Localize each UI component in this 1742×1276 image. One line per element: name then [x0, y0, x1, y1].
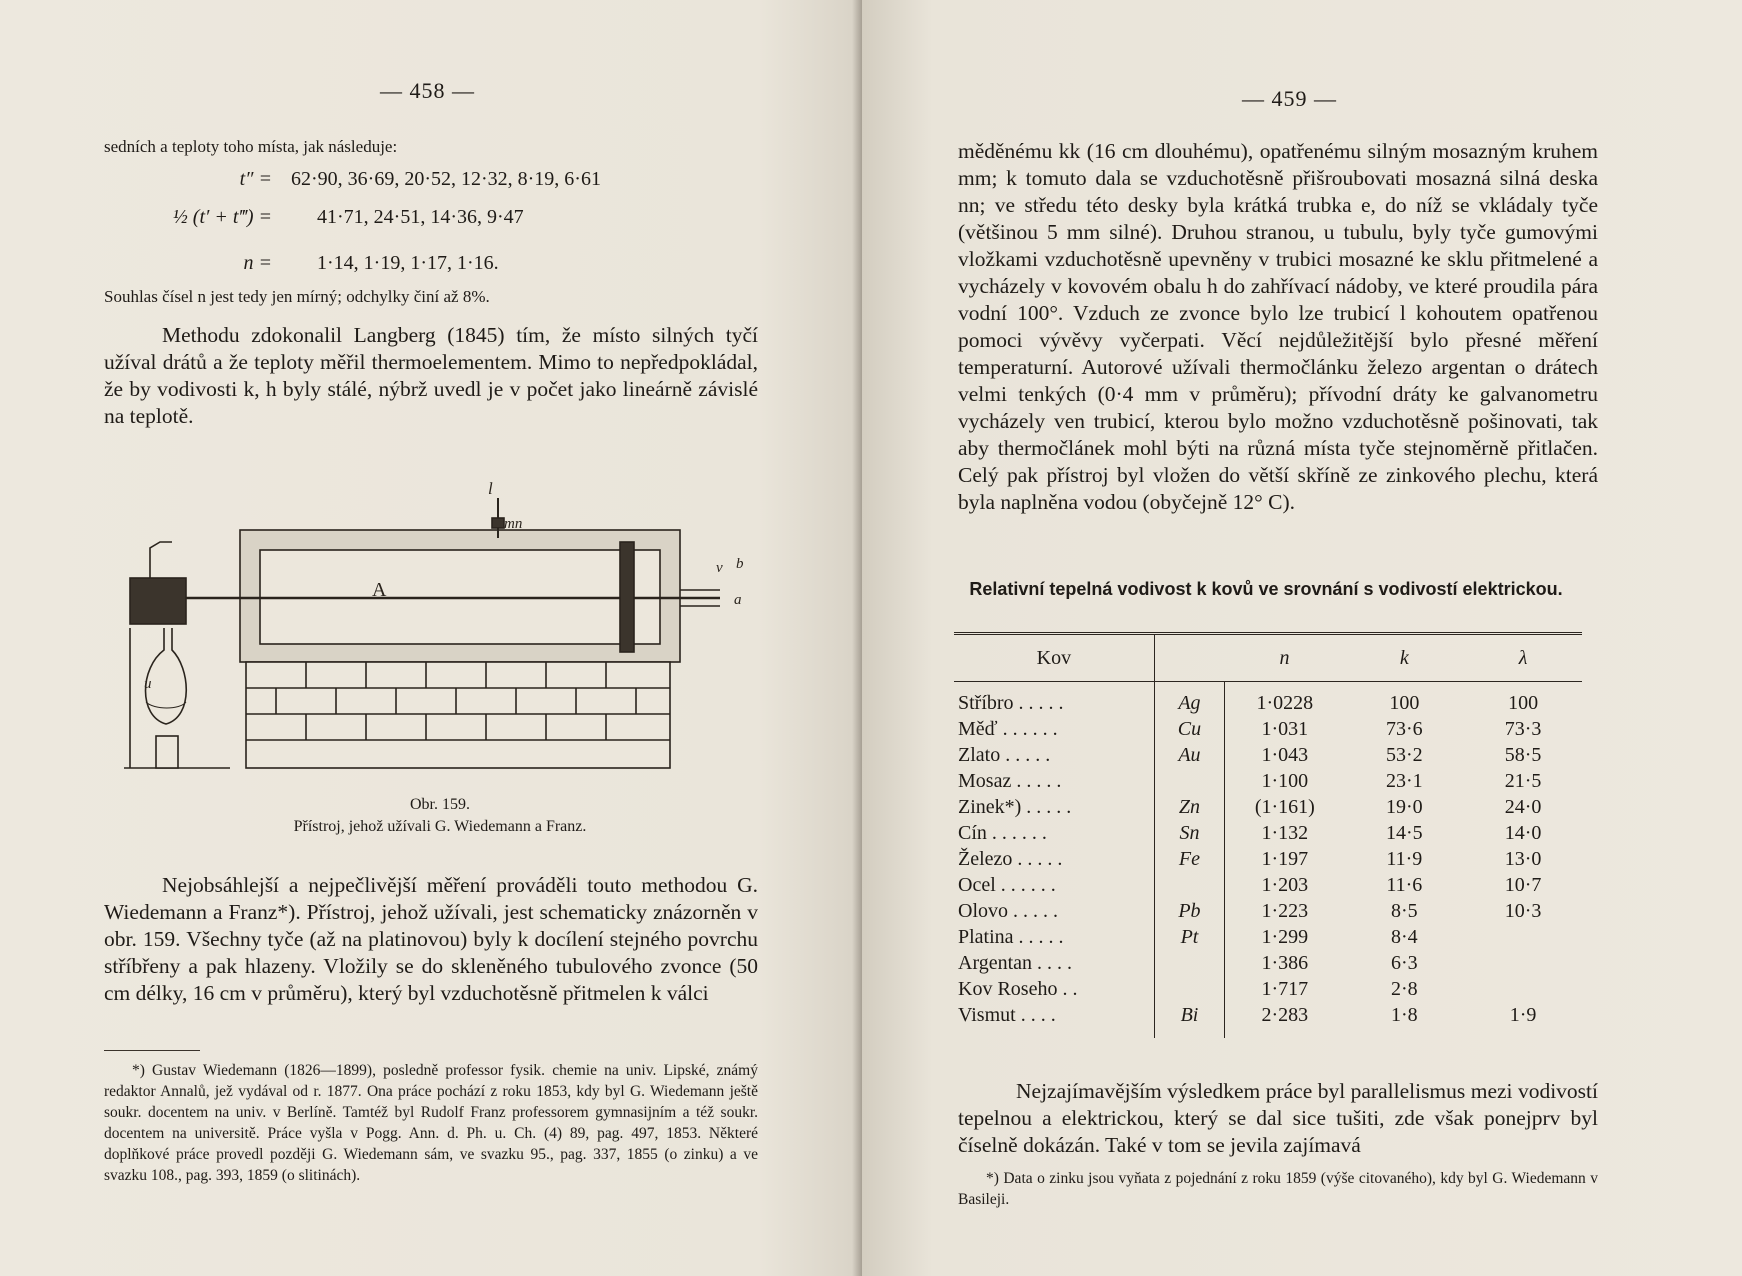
value-k: 14·5 [1386, 821, 1423, 844]
metal-name: Měď . . . . . . [958, 717, 1058, 740]
table-row [954, 976, 1582, 1002]
figure-label-b: b [736, 556, 744, 572]
metal-name: Stříbro . . . . . [958, 691, 1064, 714]
value-n: 1·386 [1261, 951, 1309, 974]
steam-pipe [150, 542, 172, 578]
table-title: Relativní tepelná vodivost k kovů ve srovnání s vodivostí elektrickou. [969, 579, 1563, 599]
paragraph-wiedemann-franz: Nejobsáhlejší a nejpečlivější měření prováděli touto methodou G. Wiedemann a Franz*). Přístroj, jehož užívali, jest schematicky znázorněn v obr. 159. Všechny tyče (až na platinovou) byly k docílení stejného povrchu stříbřeny a pak hlazeny. Vložily se do skleněného tubulového zvonce (50 cm délky, 16 cm v průměru), který byl vzduchotěsně přitmelen k válci [104, 873, 758, 1005]
table-row [954, 1002, 1582, 1038]
footnote-rule [104, 1050, 200, 1051]
value-n: (1·161) [1254, 795, 1315, 818]
value-lambda: 13·0 [1504, 847, 1542, 870]
intro-line: sedních a teploty toho místa, jak následuje: [104, 137, 398, 156]
table-row [954, 872, 1582, 898]
value-n: 1·0228 [1256, 691, 1314, 714]
value-n: 1·132 [1261, 821, 1309, 844]
agreement-note: Souhlas čísel n jest tedy jen mírný; odchylky činí až 8%. [104, 287, 490, 306]
value-k: 8·4 [1391, 925, 1418, 948]
metal-name: Zlato . . . . . [958, 743, 1051, 766]
header-kov: Kov [954, 634, 1154, 682]
metal-name: Kov Roseho . . [958, 977, 1078, 1000]
value-n: 1·031 [1261, 717, 1309, 740]
heating-box [130, 578, 186, 624]
value-lambda: 1·9 [1509, 1003, 1537, 1026]
metal-name: Olovo . . . . . [958, 899, 1058, 922]
value-k: 6·3 [1391, 951, 1418, 974]
table-row [954, 924, 1582, 950]
value-k: 53·2 [1386, 743, 1423, 766]
metal-symbol [1154, 976, 1224, 1002]
metal-name: Platina . . . . . [958, 925, 1064, 948]
figure-label-a-large: A [372, 579, 387, 601]
value-n: 1·717 [1261, 977, 1309, 1000]
paragraph-apparatus: měděnému kk (16 cm dlouhému), opatřenému silným mosazným kruhem mm; k tomuto dala se vzduchotěsně přišroubovati mosazná silná deska nn; ve středu této desky byla krátká trubka e, do níž se vkládaly tyče (většinou 5 mm silné). Druhou stranou, u tubulu, byly tyče gumovými vložkami vzduchotěsně upevněny v trubici mosazné ke sklu přitmelené a vycházely v kovovém obalu h do zahřívací nádoby, ve které proudila pára vodní 100°. Vzduch ze zvonce bylo lze trubicí l kohoutem opatřenou pomoci vývěvy vyčerpati. Věcí nejdůležitější bylo přesné měření temperaturní. Autorové užívali thermočlánku železo argentan o drátech velmi tenkých (0·4 mm v průměru); přívodní dráty ke galvanometru vycházely ven trubicí, kterou bylo možno vzduchotěsně pošinovati, tak aby thermočlánek mohl býti na různá místa tyče stejnoměrně přitlačen. Celý pak přístroj byl vložen do větší skříně ze zinkového plechu, která byla naplněna vodou (obyčejně 12° C). [958, 139, 1598, 514]
metal-symbol: Zn [1154, 794, 1224, 820]
value-n: 1·223 [1261, 899, 1309, 922]
table-row [954, 682, 1582, 717]
paragraph-parallelism: Nejzajímavějším výsledkem práce byl parallelismus mezi vodivostí tepelnou a elektrickou, který se dal sice tušiti, zde však ponejprv byl číselně dokázán. Také v tom se jevila zajímavá [958, 1079, 1598, 1157]
apparatus-figure [120, 478, 760, 778]
value-k: 11·6 [1386, 873, 1423, 896]
right-page [862, 0, 1742, 1276]
value-lambda: 58·5 [1504, 743, 1542, 766]
metal-name: Zinek*) . . . . . [958, 795, 1072, 818]
figure-label-u: u [144, 676, 152, 692]
equation-rhs: 1·14, 1·19, 1·17, 1·16. [317, 252, 499, 274]
header-symbol [1154, 634, 1224, 682]
value-k: 100 [1389, 691, 1420, 714]
figure-label-mn: mn [504, 516, 523, 532]
equation-n [104, 252, 499, 275]
value-n: 1·100 [1261, 769, 1309, 792]
value-k: 1·8 [1391, 1003, 1418, 1026]
conductivity-table [954, 632, 1582, 1038]
value-lambda: 24·0 [1504, 795, 1542, 818]
table-body [954, 682, 1582, 1039]
value-lambda [1464, 950, 1582, 976]
table-row [954, 768, 1582, 794]
equation-lhs: t″ = [239, 168, 272, 190]
metal-symbol: Fe [1154, 846, 1224, 872]
page-number: — 458 — [380, 78, 475, 103]
figure-caption: Přístroj, jehož užívali G. Wiedemann a Franz. [293, 818, 587, 835]
header-k: k [1344, 634, 1464, 682]
equation-lhs: ½ (t′ + t‴) = [172, 206, 272, 228]
equation-mean [104, 206, 524, 229]
metal-name: Ocel . . . . . . [958, 873, 1056, 896]
equation-lhs: n = [243, 252, 272, 274]
value-n: 1·203 [1261, 873, 1309, 896]
value-lambda: 14·0 [1504, 821, 1542, 844]
value-k: 2·8 [1391, 977, 1418, 1000]
value-k: 8·5 [1391, 899, 1418, 922]
burner [156, 736, 178, 768]
metal-symbol [1154, 950, 1224, 976]
metal-symbol: Cu [1154, 716, 1224, 742]
table-row [954, 950, 1582, 976]
figure-number: Obr. 159. [410, 796, 470, 813]
footnote-wiedemann: *) Gustav Wiedemann (1826—1899), posledně professor fysik. chemie na univ. Lipské, známý redaktor Annalů, jež vydával od r. 1877. Ona práce pochází z roku 1853, kdy byl G. Wiedemann ještě soukr. docentem na univ. v Berlíně. Tamtéž byl Rudolf Franz professorem gymnasijním a též soukr. docentem na universitě. Práce vyšla v Pogg. Ann. d. Ph. u. Ch. (4) 89, pag. 497, 1853. Některé doplňkové práce provedl později G. Wiedemann sám, ve svazku 95., pag. 337, 1855 (o zinku) a ve svazku 108., pag. 393, 1859 (o slitinách). [104, 1062, 758, 1184]
equation-rhs: 62·90, 36·69, 20·52, 12·32, 8·19, 6·61 [291, 168, 601, 190]
value-lambda [1464, 976, 1582, 1002]
table-header-row [954, 634, 1582, 682]
table-row [954, 794, 1582, 820]
value-lambda: 100 [1508, 691, 1539, 714]
figure-label-l: l [488, 479, 493, 498]
header-lambda: λ [1464, 634, 1582, 682]
value-lambda: 10·7 [1504, 873, 1542, 896]
figure-label-a: a [734, 592, 742, 608]
table-row [954, 742, 1582, 768]
value-n: 2·283 [1261, 1003, 1309, 1026]
value-k: 11·9 [1386, 847, 1423, 870]
value-n: 1·043 [1261, 743, 1309, 766]
metal-name: Vismut . . . . [958, 1003, 1056, 1026]
equation-rhs: 41·71, 24·51, 14·36, 9·47 [317, 206, 524, 228]
left-page [0, 0, 862, 1276]
page-number: — 459 — [1242, 86, 1337, 111]
value-lambda [1464, 924, 1582, 950]
value-lambda: 73·3 [1504, 717, 1542, 740]
metal-symbol: Ag [1154, 682, 1224, 717]
value-lambda: 10·3 [1504, 899, 1542, 922]
metal-name: Cín . . . . . . [958, 821, 1047, 844]
steam-flask [146, 628, 187, 724]
brass-plate [620, 542, 634, 652]
metal-name: Železo . . . . . [958, 847, 1063, 870]
metal-symbol: Pt [1154, 924, 1224, 950]
table-row [954, 846, 1582, 872]
value-k: 19·0 [1386, 795, 1423, 818]
metal-symbol [1154, 768, 1224, 794]
metal-name: Mosaz . . . . . [958, 769, 1062, 792]
metal-symbol: Sn [1154, 820, 1224, 846]
figure-label-v: v [716, 560, 723, 576]
value-n: 1·197 [1261, 847, 1309, 870]
value-lambda: 21·5 [1504, 769, 1542, 792]
value-k: 23·1 [1386, 769, 1423, 792]
metal-symbol: Bi [1154, 1002, 1224, 1038]
table-row [954, 716, 1582, 742]
value-k: 73·6 [1386, 717, 1423, 740]
equation-t2 [104, 168, 601, 191]
metal-name: Argentan . . . . [958, 951, 1073, 974]
value-n: 1·299 [1261, 925, 1309, 948]
metal-symbol [1154, 872, 1224, 898]
metal-symbol: Pb [1154, 898, 1224, 924]
footnote-zinc: *) Data o zinku jsou vyňata z pojednání z roku 1859 (výše citovaného), kdy byl G. Wiedemann v Basileji. [958, 1170, 1598, 1208]
table-row [954, 820, 1582, 846]
header-n: n [1225, 634, 1345, 682]
table-row [954, 898, 1582, 924]
metal-symbol: Au [1154, 742, 1224, 768]
paragraph-langberg: Methodu zdokonalil Langberg (1845) tím, že místo silných tyčí užíval drátů a že teploty měřil thermoelementem. Mimo to nepředpokládal, že by vodivosti k, h byly stálé, nýbrž uvedl je v počet jako lineárně závislé na teplotě. [104, 323, 758, 428]
